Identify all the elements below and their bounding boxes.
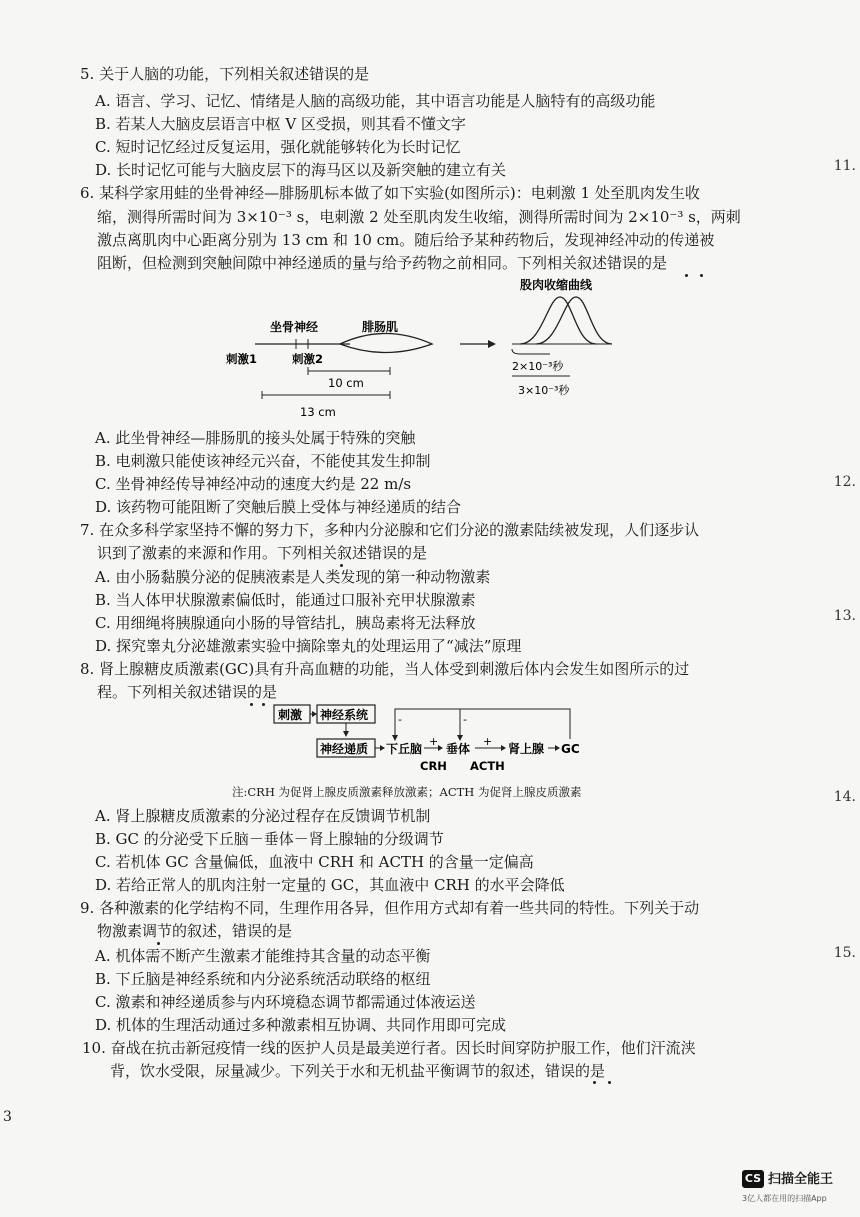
arrow-head xyxy=(488,340,496,348)
q6-option-c: C. 坐骨神经传导神经冲动的速度大约是 22 m/s xyxy=(95,475,412,493)
emphasis-dot xyxy=(685,274,688,277)
q6-stem-line2: 缩，测得所需时间为 3×10⁻³ s，电刺激 2 处至肌肉发生收缩，测得所需时间为 2×10⁻³ s，两刺 xyxy=(97,208,741,226)
edge-number-14: 14. xyxy=(833,789,856,805)
stim2-label: 刺激2 xyxy=(292,352,324,366)
q9-option-d: D. 机体的生理活动通过多种激素相互协调、共同作用即可完成 xyxy=(95,1016,507,1034)
q9-option-b: B. 下丘脑是神经系统和内分泌系统活动联络的枢纽 xyxy=(95,970,431,988)
adrenal: 肾上腺 xyxy=(508,742,545,756)
q8-option-a: A. 肾上腺糖皮质激素的分泌过程存在反馈调节机制 xyxy=(95,807,431,825)
q6-option-b: B. 电刺激只能使该神经元兴奋，不能使其发生抑制 xyxy=(95,452,431,470)
q9-option-c: C. 激素和神经递质参与内环境稳态调节都需通过体液运送 xyxy=(95,993,476,1011)
q6-stem-line1: 6. 某科学家用蛙的坐骨神经—腓肠肌标本做了如下实验(如图所示)：电刺激 1 处至肌肉发生收 xyxy=(80,184,700,202)
pituitary: 垂体 xyxy=(446,742,471,756)
muscle-shape xyxy=(340,334,432,353)
gc-label: GC xyxy=(561,742,580,756)
stim1-label: 刺激1 xyxy=(226,352,258,366)
q7-stem-line2: 识到了激素的来源和作用。下列相关叙述错误的是 xyxy=(97,544,428,562)
emphasis-dot xyxy=(250,703,253,706)
dist13-label: 13 cm xyxy=(300,405,336,419)
q5-option-c: C. 短时记忆经过反复运用，强化就能够转化为长时记忆 xyxy=(95,138,461,156)
q6-stem-line3: 激点离肌肉中心距离分别为 13 cm 和 10 cm。随后给予某种药物后，发现神经冲动的传递被 xyxy=(97,231,715,249)
emphasis-dot xyxy=(608,1081,611,1084)
q5-option-a: A. 语言、学习、记忆、情绪是人脑的高级功能，其中语言功能是人脑特有的高级功能 xyxy=(95,92,656,110)
curve-title: 股肉收缩曲线 xyxy=(520,278,593,292)
q10-stem-line2: 背，饮水受限，尿量减少。下列关于水和无机盐平衡调节的叙述，错误的是 xyxy=(110,1062,606,1080)
q8-stem-line2: 程。下列相关叙述错误的是 xyxy=(97,683,278,701)
q5-option-d: D. 长时记忆可能与大脑皮层下的海马区以及新突触的建立有关 xyxy=(95,161,507,179)
edge-number-15: 15. xyxy=(833,945,856,961)
q7-option-b: B. 当人体甲状腺激素偏低时，能通过口服补充甲状腺激素 xyxy=(95,591,476,609)
svg-text:+: + xyxy=(429,735,439,748)
time3-label: 3×10⁻³秒 xyxy=(518,384,570,397)
q7-option-a: A. 由小肠黏膜分泌的促胰液素是人类发现的第一种动物激素 xyxy=(95,568,491,586)
edge-number-12: 12. xyxy=(833,474,856,490)
stim-box: 刺激 xyxy=(278,708,303,722)
q8-stem-line1: 8. 肾上腺糖皮质激素(GC)具有升高血糖的功能，当人体受到刺激后体内会发生如图所示的过 xyxy=(80,660,690,678)
transmitter-box: 神经递质 xyxy=(320,742,369,756)
q8-option-d: D. 若给正常人的肌肉注射一定量的 GC，其血液中 CRH 的水平会降低 xyxy=(95,876,565,894)
camscanner-logo-icon: CS xyxy=(742,1170,764,1188)
q10-stem-line1: 10. 奋战在抗击新冠疫情一线的医护人员是最美逆行者。因长时间穿防护服工作，他们汗流浃 xyxy=(82,1039,696,1057)
q5-option-b: B. 若某人大脑皮层语言中枢 V 区受损，则其看不懂文字 xyxy=(95,115,466,133)
acth-label: ACTH xyxy=(470,759,505,773)
q7-option-d: D. 探究睾丸分泌雄激素实验中摘除睾丸的处理运用了“减法”原理 xyxy=(95,637,522,655)
contraction-curve-2 xyxy=(536,297,612,344)
emphasis-dot xyxy=(262,703,265,706)
q6-experiment-diagram xyxy=(220,275,640,425)
q8-option-c: C. 若机体 GC 含量偏低，血液中 CRH 和 ACTH 的含量一定偏高 xyxy=(95,853,534,871)
edge-number-13: 13. xyxy=(833,608,856,624)
q9-option-a: A. 机体需不断产生激素才能维持其含量的动态平衡 xyxy=(95,947,431,965)
q6-stem-line4: 阻断，但检测到突触间隙中神经递质的量与给予药物之前相同。下列相关叙述错误的是 xyxy=(97,254,668,272)
q7-option-c: C. 用细绳将胰腺通向小肠的导管结扎，胰岛素将无法释放 xyxy=(95,614,476,632)
nerve-label: 坐骨神经 xyxy=(270,320,319,334)
emphasis-dot xyxy=(700,274,703,277)
nerve-system-box: 神经系统 xyxy=(320,708,369,722)
camscanner-tagline: 3亿人都在用的扫描App xyxy=(742,1194,827,1203)
q8-note: 注:CRH 为促肾上腺皮质激素释放激素；ACTH 为促肾上腺皮质激素 xyxy=(232,785,582,799)
muscle-label: 腓肠肌 xyxy=(362,320,399,334)
svg-text:-: - xyxy=(398,713,402,726)
q5-stem: 5. 关于人脑的功能，下列相关叙述错误的是 xyxy=(80,65,370,83)
q7-stem-line1: 7. 在众多科学家坚持不懈的努力下，多种内分泌腺和它们分泌的激素陆续被发现，人们逐步认 xyxy=(80,521,700,539)
emphasis-dot xyxy=(157,942,160,945)
q6-option-a: A. 此坐骨神经—腓肠肌的接头处属于特殊的突触 xyxy=(95,429,416,447)
hypothalamus: 下丘脑 xyxy=(386,742,423,756)
left-edge-mark: 3 xyxy=(3,1109,12,1125)
edge-number-11: 11. xyxy=(833,158,856,174)
brace-2 xyxy=(512,349,550,354)
dist10-label: 10 cm xyxy=(328,376,364,390)
q8-option-b: B. GC 的分泌受下丘脑－垂体－肾上腺轴的分级调节 xyxy=(95,830,444,848)
q9-stem-line2: 物激素调节的叙述，错误的是 xyxy=(97,922,293,940)
crh-label: CRH xyxy=(420,759,447,773)
svg-text:+: + xyxy=(483,735,493,748)
q6-option-d: D. 该药物可能阻断了突触后膜上受体与神经递质的结合 xyxy=(95,498,462,516)
camscanner-name: 扫描全能王 xyxy=(768,1172,834,1187)
q8-hpa-axis-diagram xyxy=(270,703,600,775)
q9-stem-line1: 9. 各种激素的化学结构不同，生理作用各异，但作用方式却有着一些共同的特性。下列关于动 xyxy=(80,899,700,917)
time2-label: 2×10⁻³秒 xyxy=(512,360,564,373)
emphasis-dot xyxy=(593,1081,596,1084)
contraction-curve-1 xyxy=(520,297,596,344)
svg-text:-: - xyxy=(463,713,467,726)
